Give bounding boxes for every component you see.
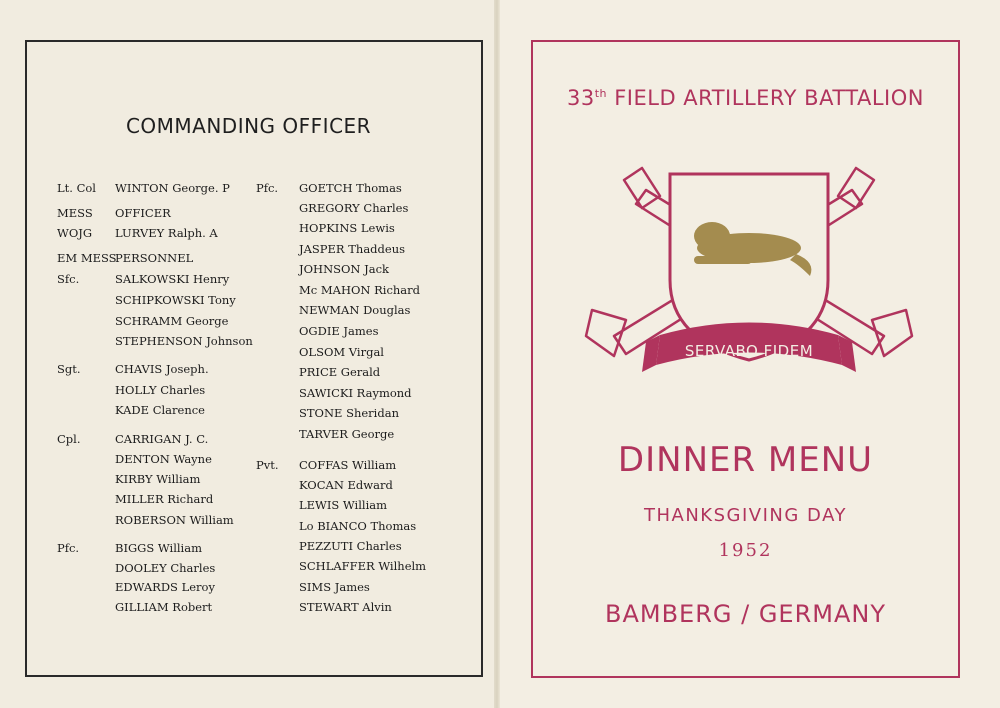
motto-text: SERVABO FIDEM bbox=[684, 342, 814, 360]
rank-label: Lt. Col bbox=[57, 181, 96, 195]
list-item: TARVER George bbox=[299, 427, 395, 441]
list-item: Lo BIANCO Thomas bbox=[299, 519, 417, 533]
list-item: OGDIE James bbox=[299, 324, 379, 338]
list-item: SCHIPKOWSKI Tony bbox=[115, 293, 236, 307]
list-item: COFFAS William bbox=[299, 458, 397, 472]
menu-title: DINNER MENU bbox=[617, 440, 874, 480]
list-item: WINTON George. P bbox=[115, 181, 230, 195]
unit-number: 33 bbox=[567, 86, 595, 110]
list-item: OFFICER bbox=[115, 206, 171, 220]
list-item: LURVEY Ralph. A bbox=[115, 226, 218, 240]
year-text: 1952 bbox=[718, 540, 773, 561]
list-item: BIGGS William bbox=[115, 541, 202, 555]
unit-suffix: th bbox=[594, 87, 608, 100]
list-item: PERSONNEL bbox=[115, 251, 194, 265]
battalion-crest-icon bbox=[584, 160, 914, 400]
list-item: PRICE Gerald bbox=[299, 365, 381, 379]
rank-label: WOJG bbox=[57, 226, 93, 240]
list-item: STEPHENSON Johnson bbox=[115, 334, 253, 348]
list-item: GOETCH Thomas bbox=[299, 181, 402, 195]
list-item: KADE Clarence bbox=[115, 403, 205, 417]
list-item: SIMS James bbox=[299, 580, 370, 594]
location-text: BAMBERG / GERMANY bbox=[604, 600, 886, 628]
list-item: PEZZUTI Charles bbox=[299, 539, 402, 553]
list-item: HOPKINS Lewis bbox=[299, 221, 395, 235]
list-item: SCHRAMM George bbox=[115, 314, 229, 328]
rank-label: Pfc. bbox=[57, 541, 80, 555]
list-item: JASPER Thaddeus bbox=[299, 242, 406, 256]
rank-label: EM MESS bbox=[57, 251, 117, 265]
rank-label: Pvt. bbox=[256, 458, 279, 472]
list-item: STEWART Alvin bbox=[299, 600, 392, 614]
list-item: GILLIAM Robert bbox=[115, 600, 213, 614]
list-item: ROBERSON William bbox=[115, 513, 234, 527]
list-item: DENTON Wayne bbox=[115, 452, 212, 466]
list-item: GREGORY Charles bbox=[299, 201, 409, 215]
rank-label: Sfc. bbox=[57, 272, 80, 286]
list-item: OLSOM Virgal bbox=[299, 345, 384, 359]
list-item: Mc MAHON Richard bbox=[299, 283, 421, 297]
list-item: SAWICKI Raymond bbox=[299, 386, 412, 400]
unit-title bbox=[531, 86, 960, 110]
list-item: KOCAN Edward bbox=[299, 478, 393, 492]
list-item: CHAVIS Joseph. bbox=[115, 362, 209, 376]
list-item: JOHNSON Jack bbox=[299, 262, 390, 276]
list-item: MILLER Richard bbox=[115, 492, 214, 506]
commanding-officer-heading: COMMANDING OFFICER bbox=[125, 114, 372, 138]
page-fold bbox=[494, 0, 500, 708]
list-item: KIRBY William bbox=[115, 472, 201, 486]
rank-label: Cpl. bbox=[57, 432, 81, 446]
list-item: SCHLAFFER Wilhelm bbox=[299, 559, 427, 573]
list-item: HOLLY Charles bbox=[115, 383, 206, 397]
list-item: DOOLEY Charles bbox=[115, 561, 216, 575]
unit-name: FIELD ARTILLERY BATTALION bbox=[614, 86, 924, 110]
list-item: CARRIGAN J. C. bbox=[115, 432, 209, 446]
rank-label: Sgt. bbox=[57, 362, 81, 376]
list-item: LEWIS William bbox=[299, 498, 388, 512]
list-item: EDWARDS Leroy bbox=[115, 580, 215, 594]
occasion-text: THANKSGIVING DAY bbox=[643, 505, 847, 526]
left-page bbox=[0, 0, 497, 708]
list-item: STONE Sheridan bbox=[299, 406, 399, 420]
rank-label: Pfc. bbox=[256, 181, 279, 195]
list-item: NEWMAN Douglas bbox=[299, 303, 411, 317]
rank-label: MESS bbox=[57, 206, 93, 220]
list-item: SALKOWSKI Henry bbox=[115, 272, 230, 286]
